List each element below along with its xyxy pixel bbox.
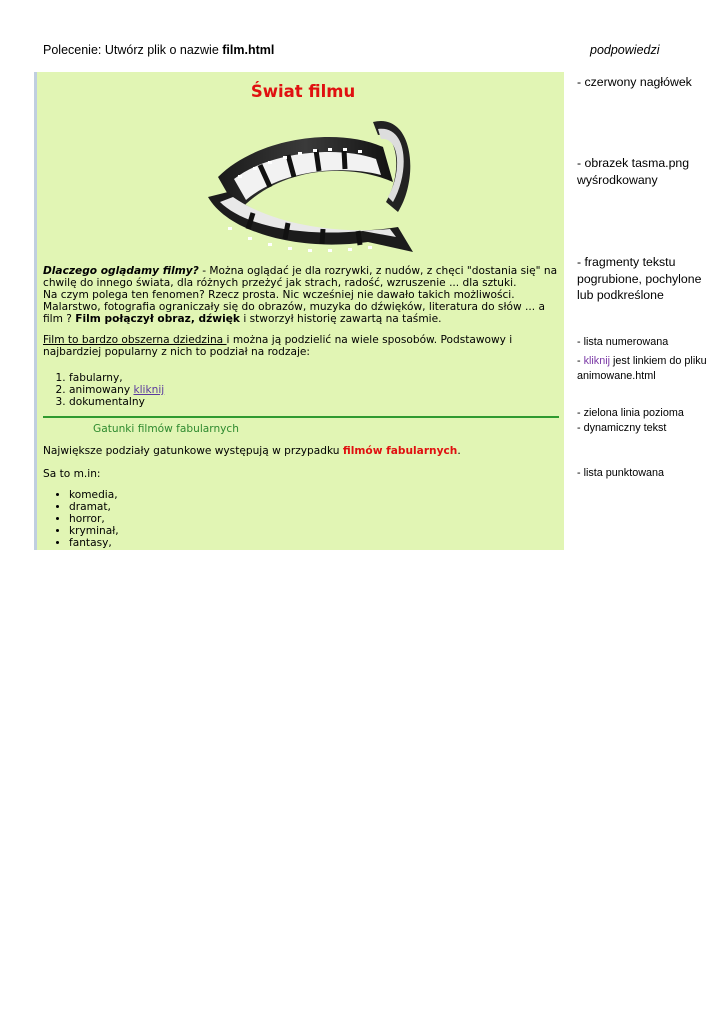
- instruction-prefix: Polecenie: Utwórz plik o nazwie: [43, 43, 223, 57]
- hint-link-rest: jest linkiem do pliku animowane.html: [577, 355, 707, 382]
- paragraph-genres: [43, 445, 461, 457]
- paragraph-text: Największe podziały gatunkowe występują w przypadku: [43, 445, 343, 457]
- list-item: [69, 384, 164, 396]
- hint-image-centered: - obrazek tasma.png wyśrodkowany: [577, 156, 690, 187]
- paragraph-intro-list: Sa to m.in:: [43, 468, 101, 480]
- hint-link: [577, 354, 717, 384]
- hint-dynamic-text: - dynamiczny tekst: [577, 422, 667, 434]
- paragraph-why-films: [43, 265, 558, 325]
- hint-red-heading: - czerwony nagłówek: [577, 75, 692, 89]
- paragraph-text: i można ją podzielić na wiele sposobów. Podstawowy i najbardziej popularny z nich to podział na rodzaje:: [43, 334, 513, 358]
- hint-numbered-list: - lista numerowana: [577, 336, 669, 348]
- bulleted-list: [55, 489, 119, 549]
- hint-bulleted-list: - lista punktowana: [577, 467, 665, 479]
- page-preview: [34, 72, 564, 550]
- hints-heading: podpowiedzi: [590, 43, 660, 57]
- hint-text-formatting: - fragmenty tekstu pogrubione, pochylone lub podkreślone: [577, 255, 702, 302]
- hint-green-line: - zielona linia pozioma: [577, 407, 684, 419]
- page-title: Świat filmu: [250, 82, 356, 101]
- list-item-text: animowany: [69, 384, 134, 396]
- list-item: 1. fabularny,: [69, 372, 164, 384]
- animowane-link[interactable]: kliknij: [133, 384, 165, 396]
- paragraph-text: - Można oglądać je dla rozrywki, z nudów, z chęci "dostania się" na chwilę do innego świata, dla różnych przeżyć jak strach, radość, wzruszenie ... dla sztuki.: [43, 265, 558, 289]
- question-text: Dlaczego oglądamy filmy?: [43, 265, 199, 277]
- marquee-text: Gatunki filmów fabularnych: [93, 423, 239, 435]
- paragraph-division: [43, 334, 558, 358]
- paragraph-end: .: [457, 445, 461, 457]
- numbered-list: [55, 372, 164, 408]
- instruction-line: [43, 43, 274, 57]
- list-item: • dramat,: [69, 501, 119, 513]
- list-item: • kryminał,: [69, 525, 119, 537]
- hint-link-word: kliknij: [583, 355, 611, 367]
- list-item: • komedia,: [69, 489, 119, 501]
- paragraph-text-3: i stworzył historię zawartą na taśmie.: [239, 313, 442, 325]
- red-bold-text: filmów fabularnych: [342, 445, 458, 457]
- hint-dash: -: [577, 355, 584, 367]
- list-item: 3. dokumentalny: [69, 396, 164, 408]
- underlined-text: Film to bardzo obszerna dziedzina: [43, 334, 227, 346]
- film-reel-image: [198, 117, 423, 257]
- paragraph-text-2: Na czym polega ten fenomen? Rzecz prosta. Nic wcześniej nie dawało takich możliwości. Malarstwo, fotografia ograniczały się do obrazów, muzyka do dźwięków, literatura do słów ... a film ?: [43, 289, 545, 325]
- bold-text: Film połączył obraz, dźwięk: [75, 313, 240, 325]
- list-item: • horror,: [69, 513, 119, 525]
- instruction-filename: film.html: [222, 43, 275, 57]
- list-item: • fantasy,: [69, 537, 119, 549]
- green-horizontal-rule: [43, 416, 559, 418]
